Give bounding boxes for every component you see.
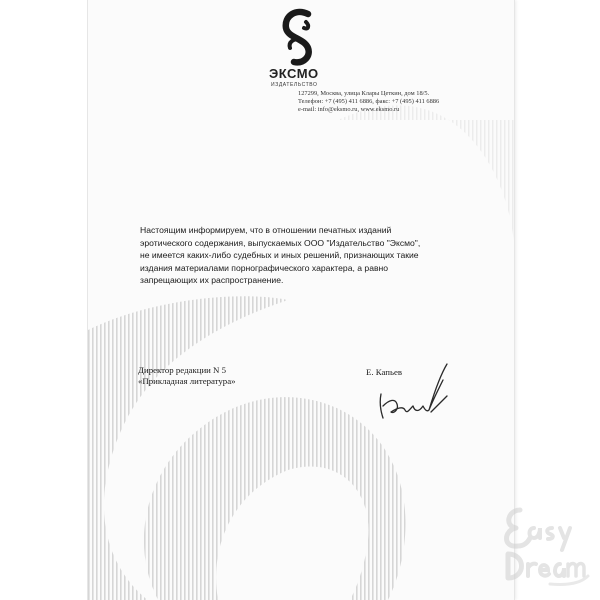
signatory-title: [138, 365, 236, 386]
letter-page: [88, 0, 514, 600]
brand-subtitle: ИЗДАТЕЛЬСТВО: [271, 82, 318, 88]
phone-line: Телефон: +7 (495) 411 6886, факс: +7 (495) 411 6886: [298, 98, 440, 106]
signatory-title-line: «Прикладная литература»: [138, 375, 236, 386]
eksmo-logo-icon: [278, 8, 320, 66]
body-line: Настоящим информируем, что в отношении печатных изданий: [140, 225, 392, 235]
letter-body: [140, 224, 490, 287]
signatory-title-line: Директор редакции N 5: [138, 365, 227, 375]
body-line: издания материалами порнографического характера, а равно: [140, 262, 389, 273]
email-line: e-mail: info@eksmo.ru, www.eksmo.ru: [298, 106, 400, 114]
easy-dreams-watermark: [490, 492, 590, 592]
signatory-name: Е. Капьев: [366, 367, 403, 377]
brand-name: ЭКСМО: [269, 66, 319, 81]
letterhead-address: [298, 90, 439, 115]
body-line: эротического содержания, выпускаемых ООО "Издательство "Эксмо",: [140, 237, 421, 248]
address-line: 127299, Москва, улица Клары Цеткин, дом 18/5.: [298, 90, 430, 97]
body-line: запрещающих их распространение.: [140, 275, 284, 286]
handwritten-signature: [373, 360, 458, 430]
body-line: не имеется каких-либо судебных и иных решений, признающих такие: [140, 250, 419, 261]
